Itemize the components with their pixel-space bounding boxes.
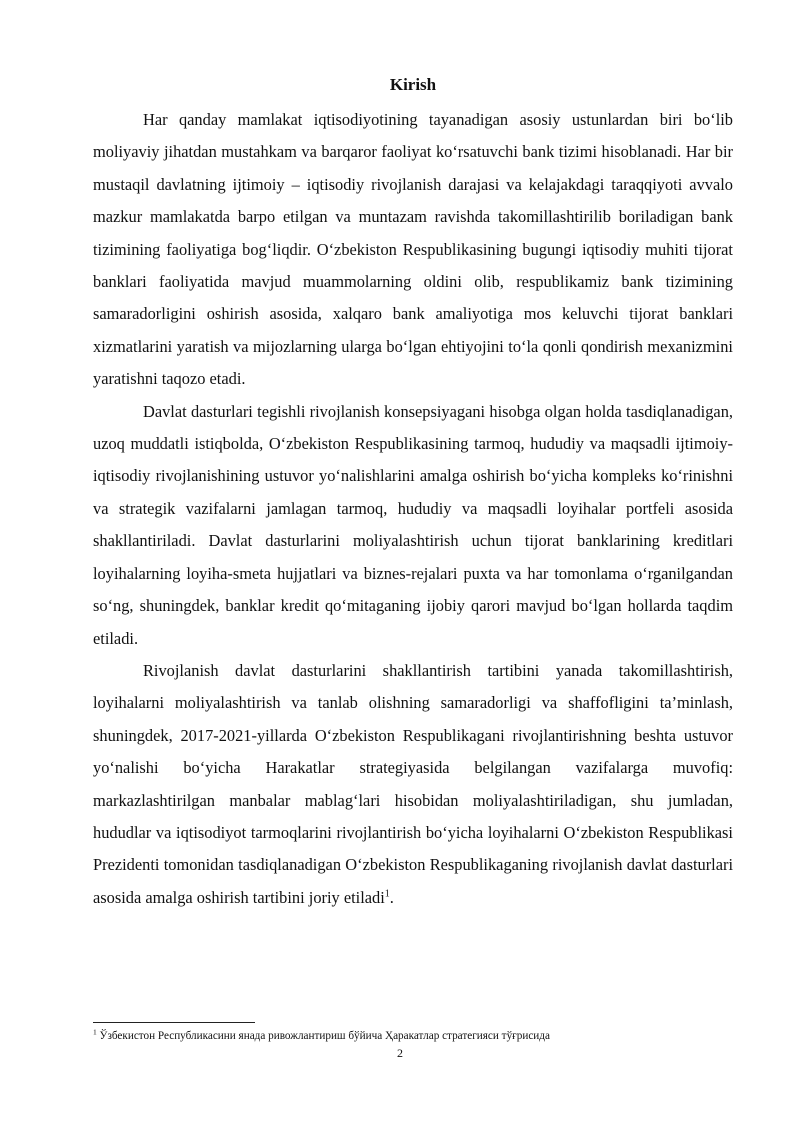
paragraph-1: Har qanday mamlakat iqtisodiyotining tayanadigan asosiy ustunlardan biri bo‘lib moliyaviy jihatdan mustahkam va barqaror faoliyat ko‘rsatuvchi bank tizimi hisoblanadi. Har bir mustaqil davlatning ijtimoiy – iqtisodiy rivojlanish darajasi va kelajakdagi taraqqiyoti avvalo mazkur mamlakatda barpo etilgan va muntazam ravishda takomillashtirilib boriladigan bank tizimining faoliyatiga bog‘liqdir. O‘zbekiston Respublikasining bugungi iqtisodiy muhiti tijorat banklari faoliyatida mavjud muammolarning oldini olib, respublikamiz bank tizimining samaradorligini oshirish asosida, xalqaro bank amaliyotiga mos keluvchi tijorat banklari xizmatlarini yaratish va mijozlarning ularga bo‘lgan ehtiyojini to‘la qonli qondirish mexanizmini yaratishni taqozo etadi. — [93, 110, 733, 389]
footnote-marker: 1 — [93, 1027, 97, 1037]
section-title: Kirish — [389, 75, 437, 94]
paragraph-3-end: . — [389, 887, 394, 907]
footnote-text: Ўзбекистон Республикасини янада ривожлантириш бўйича Ҳаракатлар стратегияси тўғрисида — [96, 1030, 550, 1042]
footnote-reference[interactable]: 1 — [384, 888, 390, 900]
page-number: 2 — [397, 1046, 403, 1060]
paragraph-3-text: Rivojlanish davlat dasturlarini shakllantirish tartibini yanada takomillashtirish, loyihalarni moliyalashtirish va tanlab olishning samaradorligi va shaffofligini ta’minlash, shuningdek, 2017-2021-yillarda O‘zbekiston Respublikagani rivojlantirishning beshta ustuvor yo‘nalishi bo‘yicha Harakatlar strategiyasida belgilangan vazifalarga muvofiq: markazlashtirilgan manbalar mablag‘lari hisobidan moliyalashtiriladigan, shu jumladan, hududlar va iqtisodiyot tarmoqlarini rivojlantirish bo‘yicha loyihalarni O‘zbekiston Respublikasi Prezidenti tomonidan tasdiqlanadigan O‘zbekiston Respublikaganing rivojlanish davlat dasturlari asosida amalga oshirish tartibini joriy etiladi — [93, 660, 733, 907]
paragraph-2: Davlat dasturlari tegishli rivojlanish konsepsiyagani hisobga olgan holda tasdiqlanadigan, uzoq muddatli istiqbolda, O‘zbekiston Respublikasining tarmoq, hududiy va maqsadli ijtimoiy-iqtisodiy rivojlanishining ustuvor yo‘nalishlarini amalga oshirish bo‘yicha kompleks ko‘rinishni va strategik vazifalarni jamlagan tarmoq, hududiy va maqsadli loyihalar portfeli asosida shakllantiriladi. Davlat dasturlarini moliyalashtirish uchun tijorat banklarining kreditlari loyihalarning loyiha-smeta hujjatlari va biznes-rejalari puxta va har tomonlama o‘rganilgandan so‘ng, shuningdek, banklar kredit qo‘mitaganing ijobiy qarori mavjud bo‘lgan hollarda taqdim etiladi. — [93, 401, 733, 648]
document-page — [93, 74, 733, 914]
footnote — [93, 1029, 733, 1043]
footnote-separator — [93, 1022, 255, 1023]
paragraph-3 — [93, 655, 733, 914]
